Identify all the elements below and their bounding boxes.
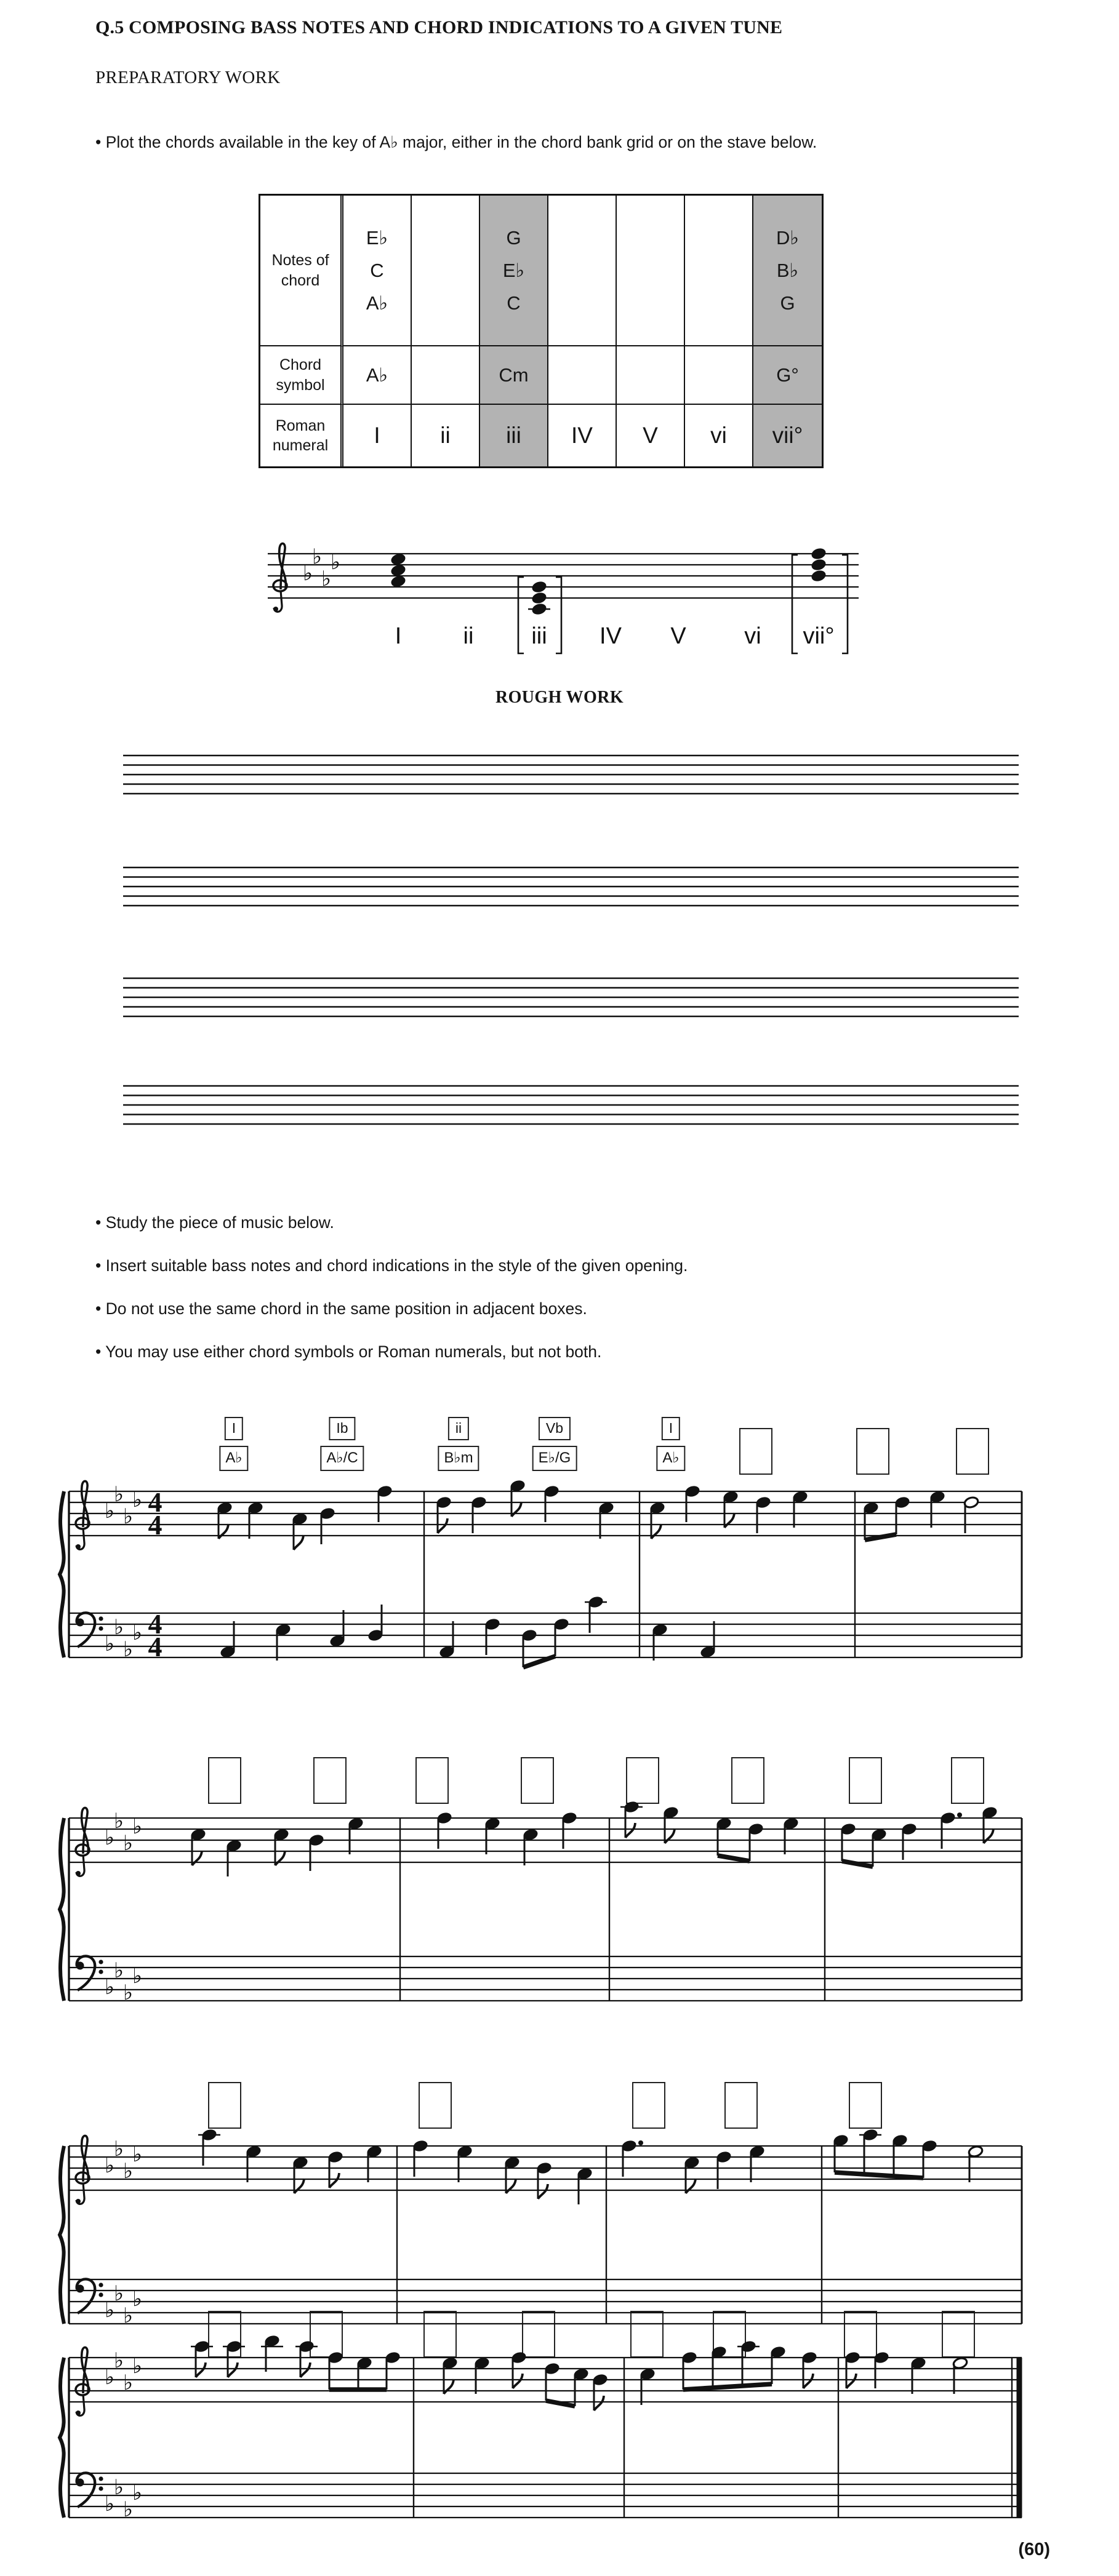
table-cell-symbol-iii[interactable]: Cm bbox=[480, 346, 548, 405]
chord-note: G bbox=[780, 292, 795, 314]
svg-text:♭: ♭ bbox=[132, 2287, 143, 2311]
svg-text:♭: ♭ bbox=[114, 2348, 124, 2373]
prep-stave-numeral-I: I bbox=[395, 623, 402, 649]
svg-text:♭: ♭ bbox=[132, 2354, 143, 2379]
table-cell-symbol-vii°[interactable]: G° bbox=[753, 346, 822, 405]
svg-text:♭: ♭ bbox=[123, 1831, 134, 1856]
chord-note: G bbox=[506, 226, 521, 249]
svg-text:♭: ♭ bbox=[105, 1632, 115, 1656]
svg-text:♭: ♭ bbox=[303, 561, 313, 586]
chord-symbol-box-s1-2[interactable]: A♭/C bbox=[320, 1446, 364, 1471]
instruction-bullet-4: • You may use either chord symbols or Roman numerals, but not both. bbox=[95, 1342, 602, 1361]
prep-stave-numeral-IV: IV bbox=[600, 623, 622, 649]
prep-stave-numeral-vii°: vii° bbox=[803, 623, 835, 649]
svg-text:♭: ♭ bbox=[312, 544, 323, 569]
table-cell-symbol-ii[interactable] bbox=[412, 346, 480, 405]
svg-text:♭: ♭ bbox=[114, 1958, 124, 1983]
empty-chord-box-s1-8[interactable] bbox=[956, 1428, 989, 1475]
empty-chord-box-s4-3[interactable] bbox=[423, 2311, 457, 2358]
svg-text:♭: ♭ bbox=[123, 1504, 134, 1529]
chord-note: A♭ bbox=[366, 292, 388, 314]
svg-text:♭: ♭ bbox=[105, 2365, 115, 2390]
empty-chord-box-s4-1[interactable] bbox=[208, 2311, 241, 2358]
empty-chord-box-s1-7[interactable] bbox=[856, 1428, 889, 1475]
empty-chord-box-s3-1[interactable] bbox=[208, 2082, 241, 2129]
chord-note: E♭ bbox=[366, 226, 388, 249]
svg-text:♭: ♭ bbox=[123, 1637, 134, 1662]
prep-stave-numeral-ii: ii bbox=[463, 623, 474, 649]
svg-text:♭: ♭ bbox=[105, 1975, 115, 2000]
empty-chord-box-s4-8[interactable] bbox=[942, 2311, 975, 2358]
intro-bullet: • Plot the chords available in the key of A♭ major, either in the chord bank grid or on the stave below. bbox=[95, 133, 817, 151]
table-cell-numeral-V: V bbox=[617, 405, 685, 466]
svg-text:4: 4 bbox=[148, 1608, 162, 1640]
instruction-bullet-2: • Insert suitable bass notes and chord indications in the style of the given opening. bbox=[95, 1256, 688, 1275]
prep-stave-numeral-vi: vi bbox=[744, 623, 761, 649]
empty-chord-box-s4-6[interactable] bbox=[713, 2311, 746, 2358]
empty-chord-box-s3-4[interactable] bbox=[724, 2082, 758, 2129]
empty-chord-box-s2-3[interactable] bbox=[415, 1757, 449, 1804]
chord-note: C bbox=[507, 292, 521, 314]
chord-symbol-box-s1-1[interactable]: A♭ bbox=[219, 1446, 248, 1471]
svg-text:♭: ♭ bbox=[105, 2153, 115, 2178]
svg-text:4: 4 bbox=[148, 1486, 162, 1518]
svg-text:♭: ♭ bbox=[132, 1964, 143, 1988]
chord-note: B♭ bbox=[776, 259, 799, 281]
row-label-chord-symbol: Chord symbol bbox=[260, 346, 343, 405]
svg-text:♭: ♭ bbox=[105, 2492, 115, 2516]
chord-note: D♭ bbox=[776, 226, 799, 249]
chord-symbol-box-s1-3[interactable]: B♭m bbox=[438, 1446, 479, 1471]
empty-chord-box-s2-4[interactable] bbox=[521, 1757, 554, 1804]
prep-stave-numeral-iii: iii bbox=[531, 623, 547, 649]
table-cell-notes-ii[interactable] bbox=[412, 196, 480, 346]
chord-note: E♭ bbox=[502, 259, 525, 281]
empty-chord-box-s2-2[interactable] bbox=[313, 1757, 347, 1804]
table-cell-notes-iii[interactable] bbox=[480, 196, 548, 346]
empty-chord-box-s2-8[interactable] bbox=[951, 1757, 984, 1804]
table-cell-numeral-ii: ii bbox=[412, 405, 480, 466]
svg-text:♭: ♭ bbox=[114, 2137, 124, 2161]
table-cell-notes-I[interactable] bbox=[343, 196, 412, 346]
svg-text:♭: ♭ bbox=[114, 1615, 124, 1640]
svg-text:♭: ♭ bbox=[105, 1499, 115, 1523]
table-cell-numeral-iii: iii bbox=[480, 405, 548, 466]
empty-chord-box-s1-6[interactable] bbox=[739, 1428, 772, 1475]
table-cell-notes-vi[interactable] bbox=[685, 196, 753, 346]
empty-chord-box-s3-3[interactable] bbox=[632, 2082, 665, 2129]
roman-numeral-box-s1-3[interactable]: ii bbox=[448, 1417, 469, 1440]
svg-text:♭: ♭ bbox=[123, 2497, 134, 2522]
svg-text:♭: ♭ bbox=[331, 550, 341, 575]
svg-text:♭: ♭ bbox=[123, 2159, 134, 2183]
rough-work-heading: ROUGH WORK bbox=[495, 688, 624, 707]
prep-stave-numeral-V: V bbox=[670, 623, 686, 649]
svg-text:♭: ♭ bbox=[105, 2298, 115, 2323]
svg-text:♭: ♭ bbox=[132, 2481, 143, 2505]
empty-chord-box-s3-5[interactable] bbox=[849, 2082, 882, 2129]
empty-chord-box-s4-4[interactable] bbox=[522, 2311, 555, 2358]
table-cell-notes-V[interactable] bbox=[617, 196, 685, 346]
row-label-roman-numeral: Roman numeral bbox=[260, 405, 343, 466]
svg-text:♭: ♭ bbox=[123, 2303, 134, 2328]
empty-chord-box-s2-5[interactable] bbox=[626, 1757, 659, 1804]
empty-chord-box-s2-7[interactable] bbox=[849, 1757, 882, 1804]
table-cell-symbol-V[interactable] bbox=[617, 346, 685, 405]
empty-chord-box-s4-7[interactable] bbox=[844, 2311, 877, 2358]
empty-chord-box-s4-5[interactable] bbox=[630, 2311, 664, 2358]
chord-symbol-box-s1-5[interactable]: A♭ bbox=[656, 1446, 685, 1471]
roman-numeral-box-s1-5[interactable]: I bbox=[662, 1417, 680, 1440]
svg-text:♭: ♭ bbox=[123, 1980, 134, 2005]
table-cell-numeral-I: I bbox=[343, 405, 412, 466]
chord-symbol-box-s1-4[interactable]: E♭/G bbox=[532, 1446, 577, 1471]
svg-text:♭: ♭ bbox=[132, 1488, 143, 1512]
empty-chord-box-s3-2[interactable] bbox=[419, 2082, 452, 2129]
row-label-notes-of-chord: Notes of chord bbox=[260, 196, 343, 346]
section-heading-preparatory-work: PREPARATORY WORK bbox=[95, 68, 281, 87]
table-cell-symbol-vi[interactable] bbox=[685, 346, 753, 405]
roman-numeral-box-s1-1[interactable]: I bbox=[225, 1417, 243, 1440]
svg-text:♭: ♭ bbox=[321, 567, 332, 591]
chord-note: C bbox=[370, 259, 384, 281]
svg-text:4: 4 bbox=[148, 1631, 162, 1662]
svg-text:4: 4 bbox=[148, 1509, 162, 1541]
empty-chord-box-s4-2[interactable] bbox=[310, 2311, 343, 2358]
empty-chord-box-s2-1[interactable] bbox=[208, 1757, 241, 1804]
empty-chord-box-s2-6[interactable] bbox=[731, 1757, 764, 1804]
table-cell-numeral-vii°: vii° bbox=[753, 405, 822, 466]
svg-text:♭: ♭ bbox=[105, 1825, 115, 1850]
roman-numeral-box-s1-2[interactable]: Ib bbox=[329, 1417, 355, 1440]
roman-numeral-box-s1-4[interactable]: Vb bbox=[539, 1417, 571, 1440]
table-cell-symbol-I[interactable]: A♭ bbox=[343, 346, 412, 405]
svg-text:♭: ♭ bbox=[114, 2475, 124, 2500]
svg-text:♭: ♭ bbox=[132, 2142, 143, 2167]
table-cell-notes-IV[interactable] bbox=[548, 196, 617, 346]
table-cell-numeral-IV: IV bbox=[548, 405, 617, 466]
table-cell-symbol-IV[interactable] bbox=[548, 346, 617, 405]
svg-text:♭: ♭ bbox=[114, 2281, 124, 2306]
instruction-bullet-3: • Do not use the same chord in the same position in adjacent boxes. bbox=[95, 1299, 587, 1318]
svg-text:♭: ♭ bbox=[123, 2371, 134, 2395]
total-marks-badge: (60) bbox=[1018, 2540, 1050, 2559]
table-cell-numeral-vi: vi bbox=[685, 405, 753, 466]
table-cell-notes-vii°[interactable] bbox=[753, 196, 822, 346]
instruction-bullet-1: • Study the piece of music below. bbox=[95, 1213, 334, 1232]
svg-text:♭: ♭ bbox=[132, 1814, 143, 1839]
chord-bank-grid bbox=[259, 194, 824, 468]
page-title: Q.5 COMPOSING BASS NOTES AND CHORD INDICATIONS TO A GIVEN TUNE bbox=[95, 17, 783, 38]
svg-text:♭: ♭ bbox=[114, 1809, 124, 1833]
svg-text:♭: ♭ bbox=[114, 1482, 124, 1507]
svg-text:♭: ♭ bbox=[132, 1621, 143, 1645]
